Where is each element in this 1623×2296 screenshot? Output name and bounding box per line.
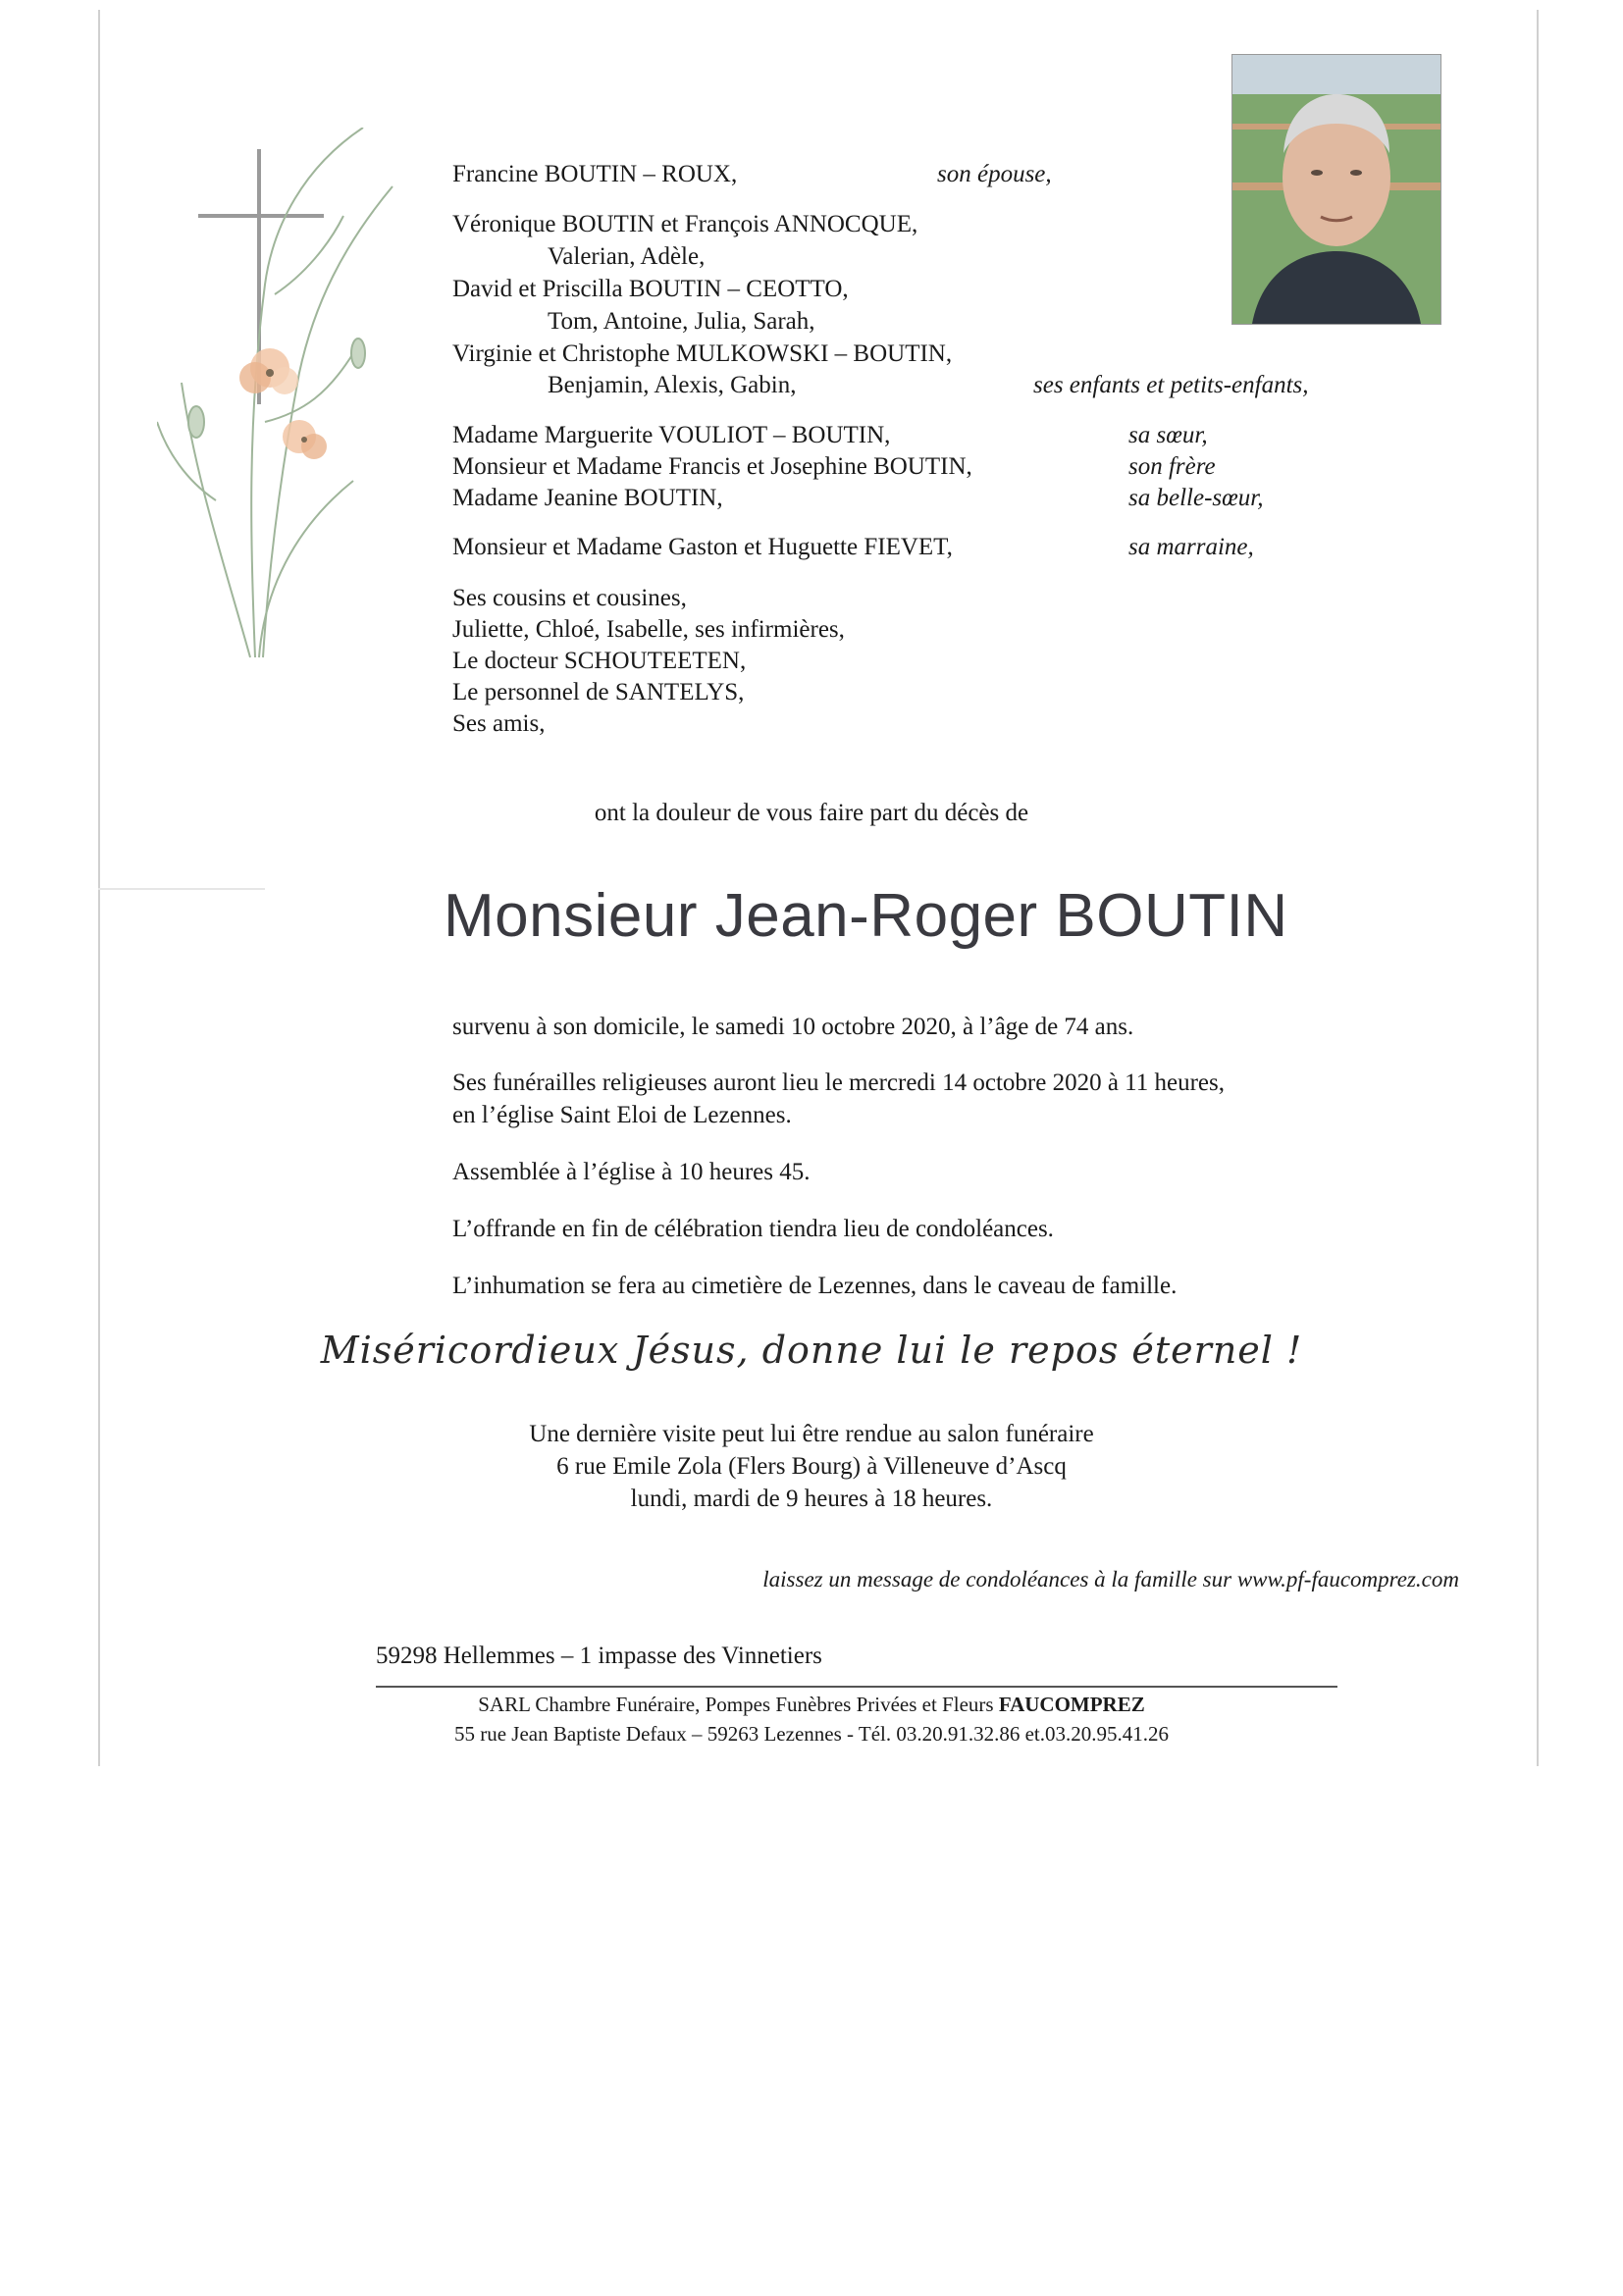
website-note: laissez un message de condoléances à la famille sur www.pf-faucomprez.com xyxy=(762,1567,1459,1592)
detail-burial: L’inhumation se fera au cimetière de Lezennes, dans le caveau de famille. xyxy=(452,1273,1178,1299)
fold-mark xyxy=(98,888,265,890)
family-name-11: Monsieur et Madame Gaston et Huguette FIEVET, xyxy=(452,534,953,560)
family-name-5: Tom, Antoine, Julia, Sarah, xyxy=(548,308,815,335)
family-relation-7: ses enfants et petits-enfants, xyxy=(1033,372,1309,398)
family-relation-10: sa belle-sœur, xyxy=(1128,485,1264,511)
footer-company-prefix: SARL Chambre Funéraire, Pompes Funèbres Privées et Fleurs xyxy=(478,1693,999,1716)
cross-and-poppies-decoration xyxy=(157,128,412,677)
family-name-7: Benjamin, Alexis, Gabin, xyxy=(548,372,797,398)
prayer-line: Miséricordieux Jésus, donne lui le repos éternel ! xyxy=(320,1329,1303,1372)
detail-funeral-1: Ses funérailles religieuses auront lieu le mercredi 14 octobre 2020 à 11 heures, xyxy=(452,1070,1225,1096)
family-relation-1: son épouse, xyxy=(937,161,1052,187)
family-name-16: Ses amis, xyxy=(452,710,546,737)
family-name-13: Juliette, Chloé, Isabelle, ses infirmières, xyxy=(452,616,845,643)
family-name-2: Véronique BOUTIN et François ANNOCQUE, xyxy=(452,211,918,237)
family-relation-11: sa marraine, xyxy=(1128,534,1254,560)
footer-company xyxy=(0,1690,1623,1719)
visit-line-1: Une dernière visite peut lui être rendue au salon funéraire xyxy=(529,1421,1094,1447)
family-name-3: Valerian, Adèle, xyxy=(548,243,706,270)
family-name-8: Madame Marguerite VOULIOT – BOUTIN, xyxy=(452,422,891,448)
visit-line-2: 6 rue Emile Zola (Flers Bourg) à Villeneuve d’Ascq xyxy=(556,1453,1067,1480)
detail-offering: L’offrande en fin de célébration tiendra lieu de condoléances. xyxy=(452,1216,1054,1242)
detail-death: survenu à son domicile, le samedi 10 octobre 2020, à l’âge de 74 ans. xyxy=(452,1014,1134,1040)
family-relation-9: son frère xyxy=(1128,453,1216,480)
family-name-9: Monsieur et Madame Francis et Josephine BOUTIN, xyxy=(452,453,972,480)
announcement-intro: ont la douleur de vous faire part du décès de xyxy=(594,800,1029,826)
family-relation-8: sa sœur, xyxy=(1128,422,1208,448)
family-name-1: Francine BOUTIN – ROUX, xyxy=(452,161,738,187)
footer-contact: 55 rue Jean Baptiste Defaux – 59263 Lezennes - Tél. 03.20.91.32.86 et.03.20.95.41.26 xyxy=(453,1722,1170,1746)
visit-line-3: lundi, mardi de 9 heures à 18 heures. xyxy=(630,1486,993,1512)
home-address: 59298 Hellemmes – 1 impasse des Vinnetiers xyxy=(376,1643,822,1669)
portrait-photo xyxy=(1231,54,1441,325)
family-name-10: Madame Jeanine BOUTIN, xyxy=(452,485,723,511)
family-name-6: Virginie et Christophe MULKOWSKI – BOUTIN, xyxy=(452,340,953,367)
deceased-name: Monsieur Jean-Roger BOUTIN xyxy=(444,882,1288,950)
footer-divider xyxy=(376,1686,1337,1688)
family-name-12: Ses cousins et cousines, xyxy=(452,585,687,611)
poppy-flowers-illustration xyxy=(157,128,393,657)
footer-company-name: FAUCOMPREZ xyxy=(998,1693,1145,1716)
family-name-14: Le docteur SCHOUTEETEN, xyxy=(452,648,747,674)
family-name-4: David et Priscilla BOUTIN – CEOTTO, xyxy=(452,276,849,302)
family-name-15: Le personnel de SANTELYS, xyxy=(452,679,745,705)
detail-assembly: Assemblée à l’église à 10 heures 45. xyxy=(452,1159,811,1185)
detail-funeral-2: en l’église Saint Eloi de Lezennes. xyxy=(452,1102,792,1128)
